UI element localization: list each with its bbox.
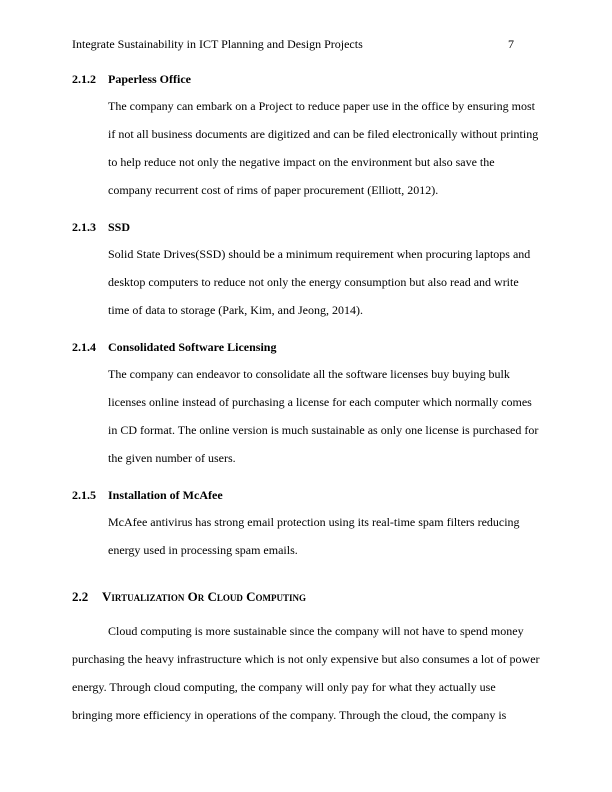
paragraph-line: the given number of users. xyxy=(108,451,236,465)
paragraph-line: company recurrent cost of rims of paper procurement (Elliott, 2012). xyxy=(108,183,439,197)
subsection-heading-ssd xyxy=(72,219,130,235)
paragraph-line: Solid State Drives(SSD) should be a minimum requirement when procuring laptops and xyxy=(108,247,531,261)
subsection-title: SSD xyxy=(108,220,131,234)
paragraph-line: energy. Through cloud computing, the company will only pay for what they actually use xyxy=(72,680,496,694)
subsection-number: 2.1.5 xyxy=(72,488,96,502)
paragraph-mcafee xyxy=(108,508,548,564)
subsection-title: Paperless Office xyxy=(108,72,191,86)
paragraph-line: time of data to storage (Park, Kim, and Jeong, 2014). xyxy=(108,303,363,317)
paragraph-paperless-office xyxy=(108,92,548,204)
paragraph-line: The company can embark on a Project to reduce paper use in the office by ensuring most xyxy=(108,99,535,113)
paragraph-line: if not all business documents are digitized and can be filed electronically without printing xyxy=(108,127,539,141)
paragraph-line: in CD format. The online version is much sustainable as only one license is purchased for xyxy=(108,423,539,437)
paragraph-line: to help reduce not only the negative impact on the environment but also save the xyxy=(108,155,495,169)
paragraph-cloud-computing xyxy=(72,617,548,729)
running-header xyxy=(72,36,540,52)
subsection-heading-paperless-office xyxy=(72,71,191,87)
subsection-number: 2.1.2 xyxy=(72,72,96,86)
subsection-number: 2.1.3 xyxy=(72,220,96,234)
subsection-number: 2.1.4 xyxy=(72,340,96,354)
subsection-heading-software-licensing xyxy=(72,339,276,355)
section-title: Virtualization Or Cloud Computing xyxy=(102,589,307,604)
paragraph-line: purchasing the heavy infrastructure which is not only expensive but also consumes a lot of power xyxy=(72,652,540,666)
paragraph-software-licensing xyxy=(108,360,548,472)
section-number: 2.2 xyxy=(72,589,89,604)
header-title: Integrate Sustainability in ICT Planning and Design Projects xyxy=(72,37,363,51)
subsection-title: Consolidated Software Licensing xyxy=(108,340,277,354)
paragraph-line: McAfee antivirus has strong email protection using its real-time spam filters reducing xyxy=(108,515,520,529)
paragraph-line: Cloud computing is more sustainable since the company will not have to spend money xyxy=(108,624,524,638)
paragraph-line: desktop computers to reduce not only the energy consumption but also read and write xyxy=(108,275,519,289)
paragraph-line: bringing more efficiency in operations of the company. Through the cloud, the company is xyxy=(72,708,507,722)
subsection-heading-mcafee xyxy=(72,487,223,503)
paragraph-line: licenses online instead of purchasing a license for each computer which normally comes xyxy=(108,395,532,409)
paragraph-line: energy used in processing spam emails. xyxy=(108,543,298,557)
page-number: 7 xyxy=(508,37,514,51)
paragraph-line: The company can endeavor to consolidate all the software licenses buy buying bulk xyxy=(108,367,510,381)
paragraph-ssd xyxy=(108,240,548,324)
section-heading-cloud-computing xyxy=(72,588,306,606)
subsection-title: Installation of McAfee xyxy=(108,488,223,502)
